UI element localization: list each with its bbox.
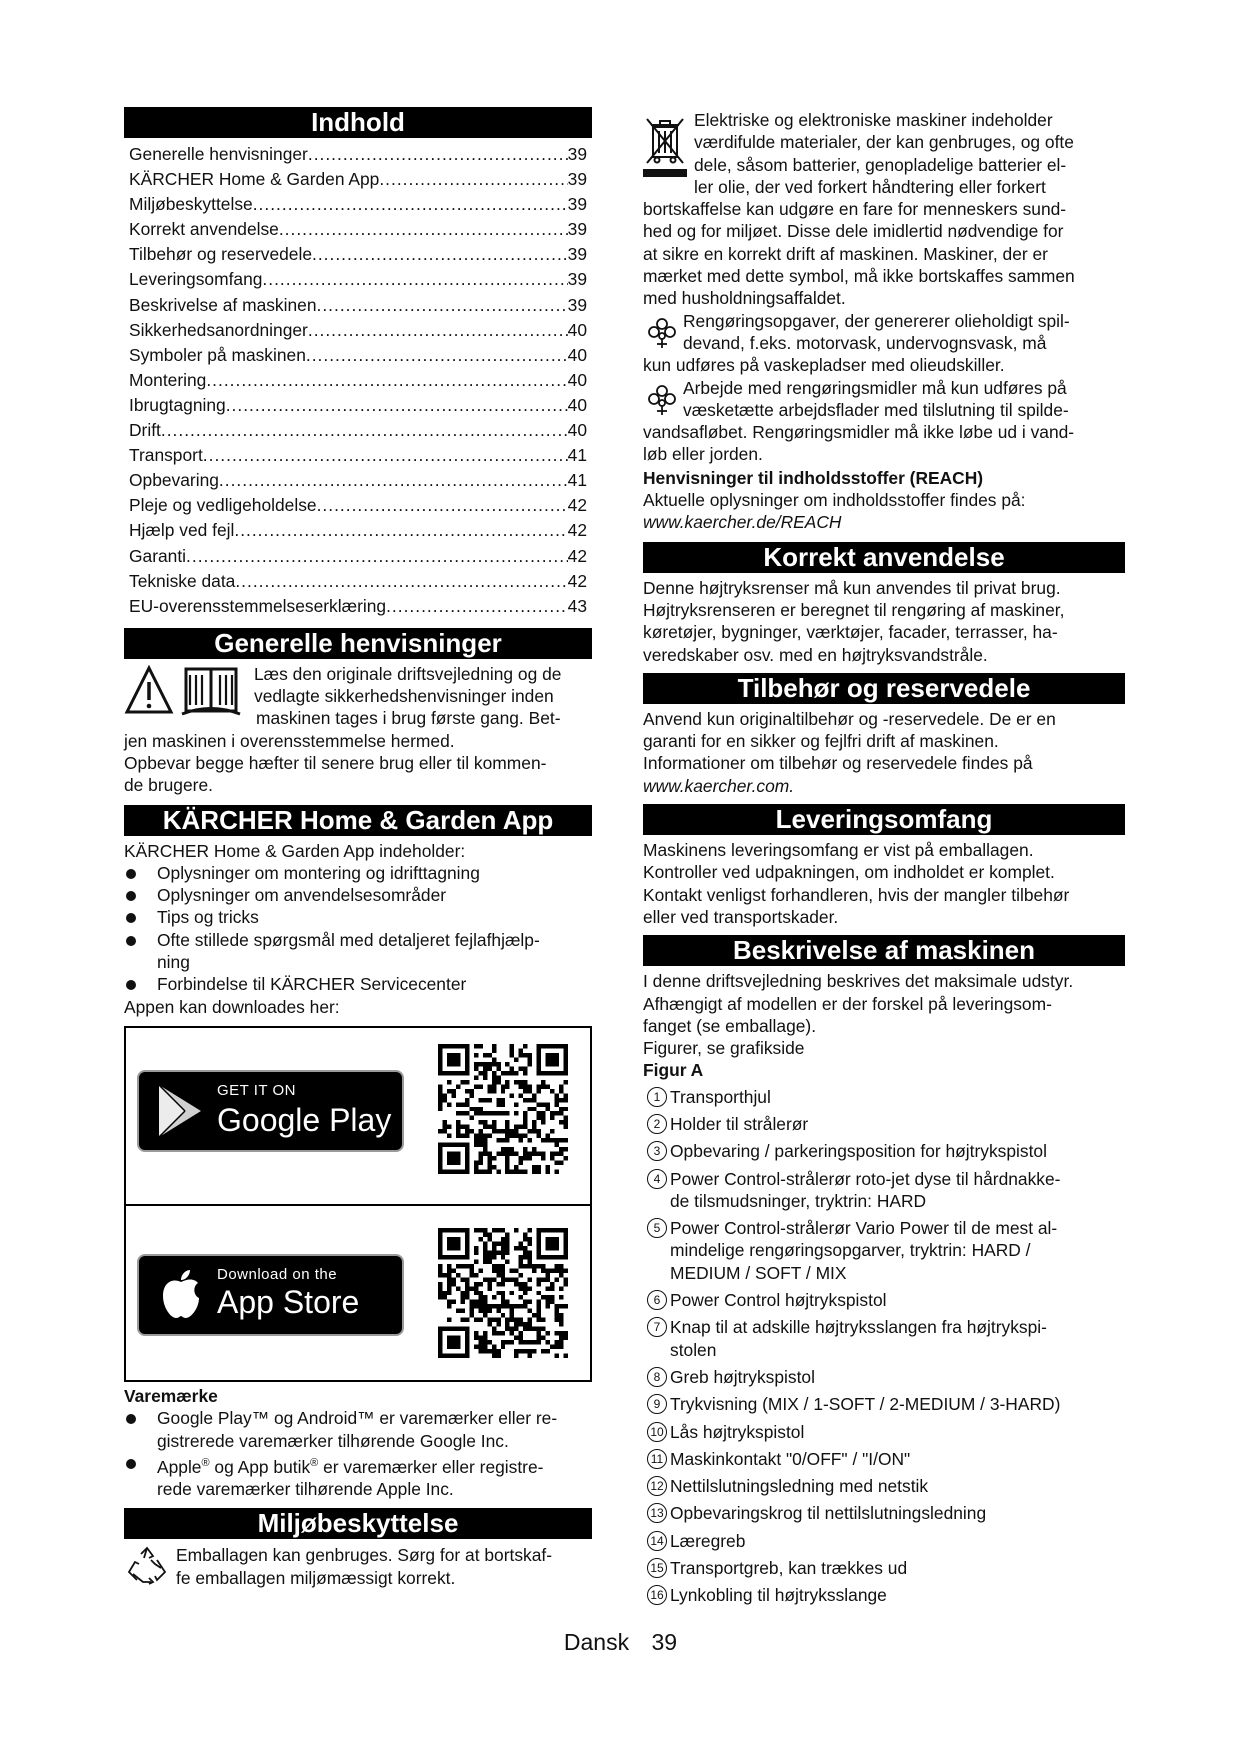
- toc-entry-title: Transport: [129, 445, 203, 466]
- toc-entry-title: Beskrivelse af maskinen: [129, 294, 317, 315]
- app-feature-list: [124, 862, 592, 996]
- toc-entry-page: 39: [567, 269, 587, 290]
- toc-entry-title: Montering: [129, 369, 207, 390]
- detergent-line-4: løb eller jorden.: [643, 444, 763, 465]
- part-label: Lås højtrykspistol: [670, 1421, 805, 1442]
- part-item: [643, 1366, 1125, 1388]
- weee-line-9: med husholdningsaffaldet.: [643, 288, 846, 309]
- app-download-text: Appen kan downloades her:: [124, 996, 340, 1017]
- general-line-1: Læs den originale driftsvejledning og de: [254, 663, 562, 684]
- delivery-heading: Leveringsomfang: [643, 804, 1125, 835]
- delivery-line-2: Kontroller ved udpakningen, om indholdet er komplet.: [643, 862, 1055, 883]
- app-store-qr-code: [438, 1228, 568, 1358]
- toc-entry[interactable]: [129, 368, 587, 393]
- part-number-badge: 5: [647, 1218, 667, 1238]
- toc-entry[interactable]: [129, 192, 587, 217]
- accessories-line-2: garanti for en sikker og fejlfri drift af maskinen.: [643, 731, 999, 752]
- part-item: [643, 1421, 1125, 1443]
- toc-entry-title: Generelle henvisninger: [129, 144, 308, 164]
- toc-entry-page: 40: [567, 420, 587, 441]
- use-heading: Korrekt anvendelse: [643, 542, 1125, 573]
- weee-line-6: hed og for miljøet. Disse dele imidlertid nødvendige for: [643, 221, 1064, 242]
- toc-leader: [386, 594, 568, 619]
- weee-line-8: mærket med dette symbol, må ikke bortskaffes sammen: [643, 266, 1075, 287]
- app-intro: KÄRCHER Home & Garden App indeholder:: [124, 840, 466, 861]
- toc-leader: [203, 443, 568, 468]
- delivery-line-1: Maskinens leveringsomfang er vist på emballagen.: [643, 840, 1034, 861]
- part-label: Nettilslutningsledning med netstik: [670, 1476, 929, 1497]
- accessories-line-3: Informationer om tilbehør og reservedele findes på: [643, 753, 1033, 774]
- weee-line-4: ler olie, der ved forkert håndtering eller forkert: [694, 176, 1046, 197]
- part-item: [643, 1086, 1125, 1108]
- toc-entry-page: 42: [567, 495, 587, 516]
- toc-entry[interactable]: [129, 318, 587, 343]
- toc-entry[interactable]: [129, 267, 587, 292]
- app-store-row: [126, 1204, 590, 1382]
- part-label: Knap til at adskille højtryksslangen fra højtrykspi- stolen: [670, 1317, 1047, 1360]
- toc-entry[interactable]: [129, 443, 587, 468]
- trademark-list: [124, 1407, 592, 1500]
- toc-entry-page: 42: [567, 520, 587, 541]
- toc-leader: [186, 544, 568, 569]
- general-line-3: maskinen tages i brug første gang. Bet-: [256, 708, 561, 729]
- toc-entry-title: Tekniske data: [129, 570, 236, 591]
- list-item: Oplysninger om montering og idrifttagning: [124, 862, 592, 884]
- description-line-3: fanget (se emballage).: [643, 1015, 817, 1036]
- part-label: Power Control-strålerør roto-jet dyse til hårdnakke- de tilsmudsninger, tryktrin: HARD: [670, 1168, 1061, 1211]
- toc-leader: [161, 418, 568, 443]
- table-of-contents: [124, 142, 592, 619]
- list-item: Ofte stillede spørgsmål med detaljeret fejlafhjælp- ning: [124, 929, 592, 974]
- toc-leader: [308, 318, 568, 343]
- part-label: Opbevaringskrog til nettilslutningsledning: [670, 1503, 987, 1524]
- warning-manual-icon: [124, 665, 244, 717]
- part-number-badge: 16: [647, 1585, 667, 1605]
- parts-list: [643, 1086, 1125, 1607]
- part-number-badge: 13: [647, 1503, 667, 1523]
- part-item: [643, 1584, 1125, 1606]
- delivery-line-3: Kontakt venligst forhandleren, hvis der mangler tilbehør: [643, 884, 1070, 905]
- toc-entry-page: 40: [567, 369, 587, 390]
- part-number-badge: 15: [647, 1558, 667, 1578]
- part-number-badge: 6: [647, 1290, 667, 1310]
- toc-leader: [219, 468, 568, 493]
- toc-entry-page: 39: [567, 194, 587, 215]
- app-store-box: [124, 1026, 592, 1382]
- toc-leader: [312, 242, 568, 267]
- toc-leader: [226, 393, 568, 418]
- reach-text: Aktuelle oplysninger om indholdsstoffer findes på:: [643, 490, 1026, 511]
- toc-entry-title: Pleje og vedligeholdelse: [129, 495, 317, 516]
- oil-line-1: Rengøringsopgaver, der genererer olieholdigt spil-: [683, 310, 1070, 331]
- part-item: [643, 1217, 1125, 1284]
- weee-line-1: Elektriske og elektroniske maskiner indeholder: [694, 110, 1053, 130]
- toc-leader: [306, 343, 568, 368]
- toc-entry[interactable]: [129, 468, 587, 493]
- part-number-badge: 1: [647, 1087, 667, 1107]
- part-item: [643, 1557, 1125, 1579]
- toc-leader: [279, 217, 568, 242]
- general-line-2: vedlagte sikkerhedshenvisninger inden: [254, 686, 554, 707]
- list-item: Google Play™ og Android™ er varemærker eller re- gistrerede varemærker tilhørende Google Inc.: [124, 1407, 592, 1452]
- oil-section: [643, 310, 1125, 377]
- toc-entry-title: Drift: [129, 420, 161, 441]
- google-play-small-label: GET IT ON: [217, 1081, 296, 1099]
- part-item: [643, 1448, 1125, 1470]
- toc-entry[interactable]: [129, 142, 587, 167]
- google-play-qr-code: [438, 1044, 568, 1174]
- toc-leader: [234, 518, 567, 543]
- part-item: [643, 1316, 1125, 1361]
- part-item: [643, 1289, 1125, 1311]
- general-section: [124, 663, 592, 797]
- footer-language: Dansk: [563, 1629, 630, 1655]
- toc-entry[interactable]: [129, 544, 587, 569]
- google-play-row: [126, 1028, 590, 1204]
- part-item: [643, 1113, 1125, 1135]
- toc-entry-title: Sikkerhedsanordninger: [129, 319, 308, 340]
- toc-entry-page: 42: [567, 545, 587, 566]
- recycle-section: [124, 1544, 592, 1589]
- part-number-badge: 9: [647, 1394, 667, 1414]
- detergent-line-1: Arbejde med rengøringsmidler må kun udføres på: [683, 377, 1067, 398]
- environment-heading: Miljøbeskyttelse: [124, 1508, 592, 1539]
- figure-label: Figur A: [643, 1060, 704, 1081]
- part-item: [643, 1530, 1125, 1552]
- toc-leader: [317, 293, 568, 318]
- part-number-badge: 4: [647, 1169, 667, 1189]
- toc-leader: [379, 167, 567, 192]
- toc-entry-page: 41: [567, 445, 587, 466]
- part-label: Lynkobling til højtryksslange: [670, 1585, 887, 1606]
- part-item: [643, 1393, 1125, 1415]
- part-label: Transporthjul: [670, 1086, 771, 1107]
- toc-entry[interactable]: [129, 418, 587, 443]
- use-line-4: veredskaber osv. med en højtryksvandstråle.: [643, 644, 988, 665]
- oil-line-3: kun udføres på vaskepladser med olieudskiller.: [643, 355, 1005, 376]
- toc-entry-title: Ibrugtagning: [129, 394, 226, 415]
- reach-heading: Henvisninger til indholdsstoffer (REACH): [643, 467, 984, 488]
- part-item: [643, 1168, 1125, 1213]
- left-column: [124, 107, 592, 1589]
- reach-url[interactable]: www.kaercher.de/REACH: [643, 512, 842, 533]
- general-line-5: Opbevar begge hæfter til senere brug eller til kommen-: [124, 752, 547, 773]
- accessories-url[interactable]: www.kaercher.com.: [643, 775, 795, 796]
- part-label: Læregreb: [670, 1530, 746, 1551]
- toc-entry[interactable]: [129, 167, 587, 192]
- toc-entry-page: 42: [567, 570, 587, 591]
- crossed-bin-icon: [643, 113, 687, 179]
- part-label: Greb højtrykspistol: [670, 1366, 815, 1387]
- weee-line-7: at sikre en korrekt drift af maskinen. Maskiner, der er: [643, 243, 1048, 264]
- toc-entry-page: 40: [567, 319, 587, 340]
- part-number-badge: 3: [647, 1141, 667, 1161]
- description-line-4: Figurer, se grafikside: [643, 1038, 805, 1059]
- description-line-2: Afhængigt af modellen er der forskel på leveringsom-: [643, 993, 1052, 1014]
- part-number-badge: 8: [647, 1367, 667, 1387]
- toc-entry-title: KÄRCHER Home & Garden App: [129, 169, 380, 190]
- part-item: [643, 1475, 1125, 1497]
- use-line-3: køretøjer, bygninger, værktøjer, facader, terrasser, ha-: [643, 622, 1058, 643]
- footer-page-number: 39: [651, 1629, 678, 1655]
- general-line-4: jen maskinen i overensstemmelse hermed.: [124, 730, 455, 751]
- apple-icon: [159, 1268, 203, 1320]
- oil-separator-icon: [645, 316, 679, 350]
- recycle-line-1: Emballagen kan genbruges. Sørg for at bortskaf-: [176, 1545, 553, 1566]
- toc-entry-page: 39: [567, 144, 587, 164]
- toc-entry-title: Garanti: [129, 545, 187, 566]
- toc-entry-page: 39: [567, 169, 587, 190]
- toc-entry[interactable]: [129, 343, 587, 368]
- part-item: [643, 1502, 1125, 1524]
- part-label: Power Control højtrykspistol: [670, 1290, 887, 1311]
- google-play-button[interactable]: [137, 1070, 404, 1152]
- description-heading: Beskrivelse af maskinen: [643, 935, 1125, 966]
- toc-entry-title: Korrekt anvendelse: [129, 219, 279, 240]
- toc-entry-title: Miljøbeskyttelse: [129, 194, 253, 215]
- toc-entry[interactable]: [129, 518, 587, 543]
- toc-entry-page: 40: [567, 344, 587, 365]
- oil-line-2: devand, f.eks. motorvask, undervognsvask, må: [683, 332, 1047, 353]
- part-number-badge: 2: [647, 1114, 667, 1134]
- toc-entry-page: 41: [567, 470, 587, 491]
- toc-leader: [206, 368, 567, 393]
- list-item: Apple® og App butik® er varemærker eller registre- rede varemærker tilhørende Apple Inc.: [124, 1452, 592, 1500]
- toc-heading: Indhold: [124, 107, 592, 138]
- toc-entry-title: Opbevaring: [129, 470, 219, 491]
- part-number-badge: 10: [647, 1422, 667, 1442]
- toc-leader: [317, 493, 568, 518]
- accessories-line-1: Anvend kun originaltilbehør og -reservedele. De er en: [643, 708, 1056, 729]
- toc-entry-title: Leveringsomfang: [129, 269, 263, 290]
- toc-leader: [308, 142, 568, 167]
- use-line-2: Højtryksrenseren er beregnet til rengøring af maskiner,: [643, 599, 1065, 620]
- trademark-heading: Varemærke: [124, 1385, 218, 1406]
- use-line-1: Denne højtryksrenser må kun anvendes til privat brug.: [643, 577, 1061, 598]
- app-store-small-label: Download on the: [217, 1265, 338, 1283]
- part-item: [643, 1140, 1125, 1162]
- part-label: Opbevaring / parkeringsposition for højtrykspistol: [670, 1141, 1047, 1162]
- toc-entry[interactable]: [129, 293, 587, 318]
- detergent-section: [643, 377, 1125, 466]
- part-number-badge: 12: [647, 1476, 667, 1496]
- app-store-big-label: App Store: [217, 1283, 360, 1320]
- detergent-icon: [645, 383, 679, 417]
- toc-leader: [235, 569, 567, 594]
- part-label: Trykvisning (MIX / 1-SOFT / 2-MEDIUM / 3-HARD): [670, 1394, 1061, 1415]
- part-number-badge: 7: [647, 1317, 667, 1337]
- toc-entry[interactable]: [129, 242, 587, 267]
- right-column: [643, 109, 1125, 1612]
- delivery-line-4: eller ved transportskader.: [643, 906, 839, 927]
- toc-leader: [262, 267, 567, 292]
- description-line-1: I denne driftsvejledning beskrives det maksimale udstyr.: [643, 971, 1074, 992]
- weee-line-3: dele, såsom batterier, genopladelige batterier el-: [694, 154, 1067, 175]
- toc-entry-page: 43: [567, 595, 587, 616]
- play-store-icon: [155, 1083, 205, 1139]
- toc-entry-title: Symboler på maskinen: [129, 344, 306, 365]
- toc-entry-page: 39: [567, 294, 587, 315]
- weee-line-2: værdifulde materialer, der kan genbruges, og ofte: [694, 132, 1074, 153]
- weee-section: [643, 109, 1125, 310]
- toc-entry-page: 39: [567, 244, 587, 265]
- part-label: Maskinkontakt "0/OFF" / "I/ON": [670, 1448, 911, 1469]
- toc-entry[interactable]: [129, 569, 587, 594]
- toc-entry-title: Hjælp ved fejl: [129, 520, 235, 541]
- toc-entry-title: Tilbehør og reservedele: [129, 244, 313, 265]
- toc-entry[interactable]: [129, 493, 587, 518]
- part-label: Power Control-strålerør Vario Power til de mest al- mindelige rengøringsopgarver, tryktrin: HARD / MEDIUM / SOFT / MIX: [670, 1218, 1058, 1283]
- toc-entry-title: EU-overensstemmelseserklæring: [129, 595, 387, 616]
- recycle-line-2: fe emballagen miljømæssigt korrekt.: [176, 1567, 456, 1588]
- toc-entry[interactable]: [129, 393, 587, 418]
- app-store-button[interactable]: [137, 1254, 404, 1336]
- general-heading: Generelle henvisninger: [124, 628, 592, 659]
- part-label: Transportgreb, kan trækkes ud: [670, 1558, 908, 1579]
- toc-leader: [253, 192, 568, 217]
- detergent-line-3: vandsafløbet. Rengøringsmidler må ikke løbe ud i vand-: [643, 422, 1075, 443]
- google-play-big-label: Google Play: [217, 1101, 392, 1138]
- toc-entry-page: 40: [567, 394, 587, 415]
- app-heading: KÄRCHER Home & Garden App: [124, 805, 592, 836]
- list-item: Oplysninger om anvendelsesområder: [124, 884, 592, 906]
- accessories-heading: Tilbehør og reservedele: [643, 673, 1125, 704]
- toc-entry[interactable]: [129, 217, 587, 242]
- weee-line-5: bortskaffelse kan udgøre en fare for menneskers sund-: [643, 199, 1067, 220]
- part-label: Holder til strålerør: [670, 1113, 809, 1134]
- part-number-badge: 14: [647, 1531, 667, 1551]
- list-item: Forbindelse til KÄRCHER Servicecenter: [124, 973, 592, 995]
- part-number-badge: 11: [647, 1449, 667, 1469]
- toc-entry-page: 39: [567, 219, 587, 240]
- page-footer: [0, 1629, 1241, 1656]
- recycle-icon: [127, 1546, 167, 1586]
- list-item: Tips og tricks: [124, 906, 592, 928]
- general-line-6: de brugere.: [124, 775, 213, 796]
- toc-entry[interactable]: [129, 594, 587, 619]
- detergent-line-2: væsketætte arbejdsflader med tilslutning til spilde-: [683, 399, 1069, 420]
